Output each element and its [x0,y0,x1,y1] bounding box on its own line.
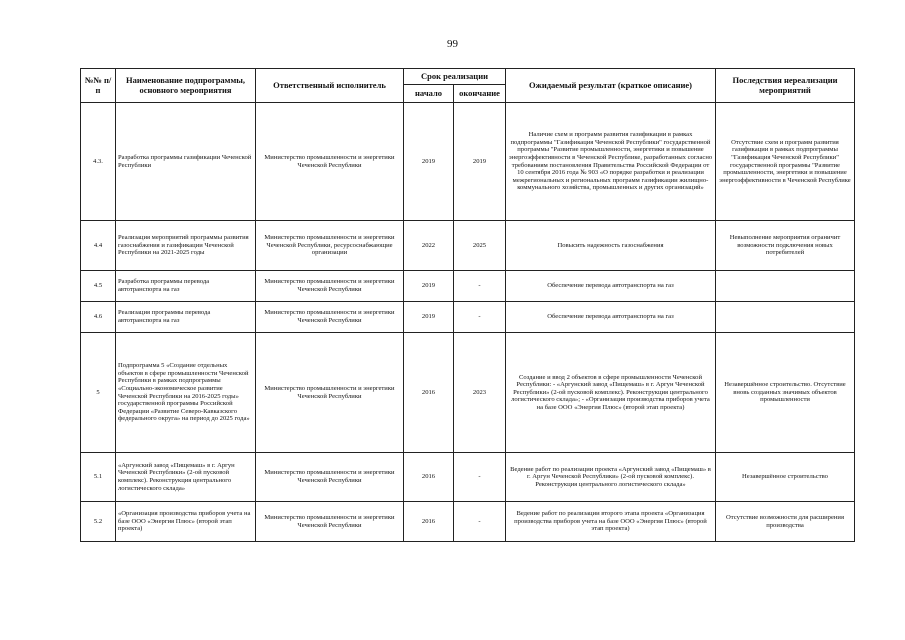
row-result: Создание и ввод 2 объектов в сфере промышленности Чеченской Республики: - «Аргунский завод «Пищемаш» в г. Аргун Чеченской Республики» (2-ой пусковой комплекс). Реконструкция центрального логистического склада»; - «Организация производства приборов учета на базе ООО «Энергия Плюс» (второй этап проекта) [506,333,716,453]
row-start: 2019 [404,302,454,333]
header-period: Срок реализации [404,69,506,85]
row-start: 2022 [404,221,454,271]
row-end: - [454,302,506,333]
header-start: начало [404,85,454,103]
header-executor: Ответственный исполнитель [256,69,404,103]
row-name: «Аргунский завод «Пищемаш» в г. Аргун Чеченской Республики» (2-ой пусковой комплекс). Реконструкция центрального логистического склада» [116,453,256,502]
row-consequences: Незавершённое строительство. Отсутствие вновь созданных значимых объектов промышленности [716,333,855,453]
row-end: 2025 [454,221,506,271]
row-num: 4.3. [81,103,116,221]
row-name: Разработка программы перевода автотранспорта на газ [116,271,256,302]
row-start: 2016 [404,453,454,502]
row-executor: Министерство промышленности и энергетики Чеченской Республики [256,271,404,302]
row-name: Подпрограмма 5 «Создание отдельных объектов в сфере промышленности Чеченской Республики в рамках подпрограммы «Социально-экономическое развитие Чеченской Республики на 2016-2025 годы» государственной программы Российской Федерации «Развитие Северо-Кавказского федерального округа» на период до 2025 года» [116,333,256,453]
row-end: - [454,453,506,502]
row-name: Реализация мероприятий программы развития газоснабжения и газификации Чеченской Республики на 2021-2025 годы [116,221,256,271]
table-row [81,333,855,453]
row-executor: Министерство промышленности и энергетики Чеченской Республики [256,302,404,333]
row-result: Обеспечение перевода автотранспорта на газ [506,271,716,302]
table-row [81,221,855,271]
row-name: Реализация программы перевода автотранспорта на газ [116,302,256,333]
table-row [81,271,855,302]
row-end: - [454,271,506,302]
row-start: 2016 [404,502,454,542]
header-row [81,69,855,85]
header-consequences: Последствия нереализации мероприятий [716,69,855,103]
row-start: 2019 [404,103,454,221]
row-consequences: Отсутствие схем и программ развития газификации в рамках подпрограммы "Газификация Чеченской Республики" государственной программы "Развитие промышленности, энергетики и повышение энергоэффективности в Чеченской Республике [716,103,855,221]
row-num: 4.5 [81,271,116,302]
row-result: Ведение работ по реализации проекта «Аргунский завод «Пищемаш» в г. Аргун Чеченской Республики» (2-ой пусковой комплекс). Реконструкция центрального логистического склада» [506,453,716,502]
table-row [81,453,855,502]
row-name: «Организация производства приборов учета на базе ООО «Энергия Плюс» (второй этап проекта) [116,502,256,542]
row-executor: Министерство промышленности и энергетики Чеченской Республики [256,502,404,542]
row-result: Обеспечение перевода автотранспорта на газ [506,302,716,333]
row-end: 2019 [454,103,506,221]
row-result: Повысить надежность газоснабжения [506,221,716,271]
row-num: 5 [81,333,116,453]
row-executor: Министерство промышленности и энергетики Чеченской Республики [256,453,404,502]
row-start: 2019 [404,271,454,302]
row-executor: Министерство промышленности и энергетики Чеченской Республики [256,103,404,221]
row-num: 4.6 [81,302,116,333]
row-start: 2016 [404,333,454,453]
table-row [81,302,855,333]
row-consequences: Невыполнение мероприятия ограничит возможности подключения новых потребителей [716,221,855,271]
row-consequences: Незавершённое строительство [716,453,855,502]
table-row [81,103,855,221]
row-num: 5.2 [81,502,116,542]
row-name: Разработка программы газификации Чеченской Республики [116,103,256,221]
row-executor: Министерство промышленности и энергетики Чеченской Республики, ресурсоснабжающие организации [256,221,404,271]
row-num: 4.4 [81,221,116,271]
row-consequences [716,302,855,333]
row-executor: Министерство промышленности и энергетики Чеченской Республики [256,333,404,453]
page-number: 99 [447,38,458,50]
table-row [81,502,855,542]
header-num: №№ п/п [81,69,116,103]
row-result: Наличие схем и программ развития газификации в рамках подпрограммы "Газификация Чеченской Республики" государственной программы "Развитие промышленности, энергетики и повышение энергоэффективности в Чеченской Республике, разработанных согласно требованиям постановления Правительства Российской Федерации от 10 сентября 2016 года № 903 «О порядке разработки и реализации межрегиональных и региональных программ газификации жилищно-коммунального хозяйства, промышленных и других организаций» [506,103,716,221]
header-result: Ожидаемый результат (краткое описание) [506,69,716,103]
row-num: 5.1 [81,453,116,502]
header-end: окончание [454,85,506,103]
row-consequences: Отсутствие возможности для расширения производства [716,502,855,542]
row-end: 2023 [454,333,506,453]
row-result: Ведение работ по реализации второго этапа проекта «Организация производства приборов учета на базе ООО «Энергия Плюс» (второй этап проекта) [506,502,716,542]
row-consequences [716,271,855,302]
row-end: - [454,502,506,542]
header-name: Наименование подпрограммы, основного мероприятия [116,69,256,103]
measures-table [80,68,855,542]
